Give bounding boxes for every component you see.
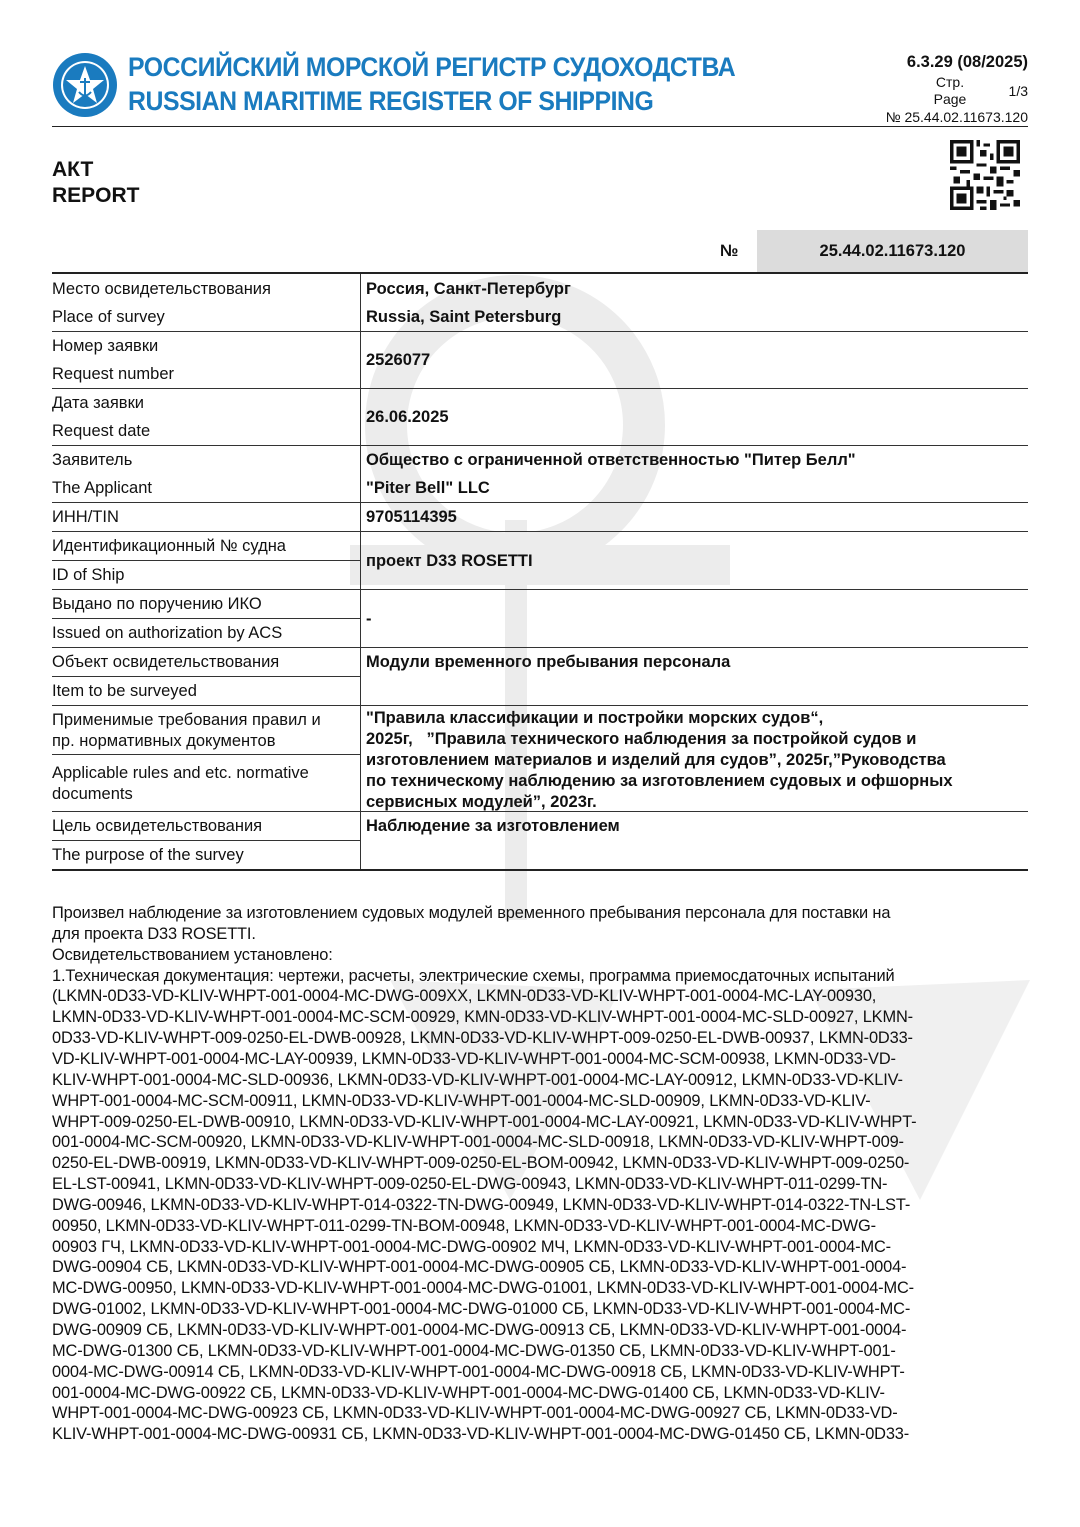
doc-title-en: REPORT bbox=[52, 184, 140, 207]
report-number: 25.44.02.11673.120 bbox=[819, 242, 966, 260]
body-text-line: WHPT-009-0250-EL-DWB-00910, LKMN-0D33-VD-KLIV-WHPT-001-0004-MC-LAY-00921, LKMN-0D33-VD-KLIV-WHPT- bbox=[52, 1112, 917, 1131]
field-label-ru: Выдано по поручению ИКО bbox=[52, 595, 262, 613]
body-text-line: DWG-00909 СБ, LKMN-0D33-VD-KLIV-WHPT-001-0004-MC-DWG-00913 СБ, LKMN-0D33-VD-KLIV-WHPT-001-0004- bbox=[52, 1321, 907, 1339]
body-text-line: Освидетельствованием установлено: bbox=[52, 945, 333, 964]
field-value: - bbox=[366, 610, 372, 628]
body-text-line: (LKMN-0D33-VD-KLIV-WHPT-001-0004-MC-DWG-009XX, LKMN-0D33-VD-KLIV-WHPT-001-0004-MC-LAY-00930, bbox=[52, 987, 877, 1006]
field-label-ru: пр. нормативных документов bbox=[52, 732, 276, 750]
field-label-en: ID of Ship bbox=[52, 566, 125, 584]
doc-title bbox=[52, 157, 140, 209]
body-text-line: KLIV-WHPT-001-0004-MC-SLD-00936, LKMN-0D33-VD-KLIV-WHPT-001-0004-MC-LAY-00912, LKMN-0D33-VD-KLIV- bbox=[52, 1070, 903, 1089]
header-doc-number: № 25.44.02.11673.120 bbox=[885, 109, 1028, 125]
field-issued-on-authorization bbox=[52, 590, 1028, 648]
field-value: Russia, Saint Petersburg bbox=[366, 308, 562, 326]
field-label-en: The purpose of the survey bbox=[52, 846, 244, 864]
field-label-ru: Номер заявки bbox=[52, 337, 159, 355]
body-text-line: MC-DWG-00950, LKMN-0D33-VD-KLIV-WHPT-001-0004-MC-DWG-01001, LKMN-0D33-VD-KLIV-WHPT-001-0004-MC- bbox=[52, 1279, 914, 1298]
field-value: Модули временного пребывания персонала bbox=[366, 653, 731, 671]
field-value: 2025г, ”Правила технического наблюдения за постройкой судов и bbox=[366, 730, 917, 748]
body-text-line: 00903 ГЧ, LKMN-0D33-VD-KLIV-WHPT-001-0004-MC-DWG-00902 МЧ, LKMN-0D33-VD-KLIV-WHPT-001-0004-MC- bbox=[52, 1237, 891, 1256]
field-label-en: documents bbox=[52, 785, 133, 803]
org-name-ru: РОССИЙСКИЙ МОРСКОЙ РЕГИСТР СУДОХОДСТВА bbox=[128, 52, 736, 82]
body-text-line: 0D33-VD-KLIV-WHPT-009-0250-EL-DWB-00928, LKMN-0D33-VD-KLIV-WHPT-009-0250-EL-DWB-00937, LKMN-0D33- bbox=[52, 1029, 913, 1048]
field-place-of-survey bbox=[52, 274, 1028, 332]
field-applicable-rules bbox=[52, 706, 1028, 812]
logo bbox=[52, 52, 118, 118]
body-text-line: MC-DWG-01300 СБ, LKMN-0D33-VD-KLIV-WHPT-001-0004-MC-DWG-01350 СБ, LKMN-0D33-VD-KLIV-WHPT-001- bbox=[52, 1341, 896, 1360]
field-value: "Правила классификации и постройки морских судов“, bbox=[366, 709, 824, 727]
field-value: 2526077 bbox=[366, 351, 431, 369]
field-label-ru: Место освидетельствования bbox=[52, 280, 271, 298]
page-label bbox=[930, 74, 970, 108]
body-text-line: KLIV-WHPT-001-0004-MC-DWG-00931 СБ, LKMN-0D33-VD-KLIV-WHPT-001-0004-MC-DWG-01450 СБ, LKMN-0D33- bbox=[52, 1425, 910, 1444]
field-inn bbox=[52, 503, 1028, 532]
field-value: по техническому наблюдению за изготовлением судовых и офшорных bbox=[366, 772, 953, 790]
header-divider bbox=[52, 126, 1028, 127]
field-label-ru: Объект освидетельствования bbox=[52, 653, 280, 671]
field-request-date bbox=[52, 389, 1028, 446]
field-label-ru: ИНН/TIN bbox=[52, 508, 119, 526]
body-text-line: 001-0004-MC-DWG-00922 СБ, LKMN-0D33-VD-KLIV-WHPT-001-0004-MC-DWG-01400 СБ, LKMN-0D33-VD-KLIV- bbox=[52, 1383, 885, 1402]
body-text-line: 0250-EL-DWB-00919, LKMN-0D33-VD-KLIV-WHPT-009-0250-EL-BOM-00942, LKMN-0D33-VD-KLIV-WHPT-009-0250- bbox=[52, 1154, 910, 1173]
field-label-ru: Применимые требования правил и bbox=[52, 711, 321, 729]
field-value: Общество с ограниченной ответственностью "Питер Белл" bbox=[366, 451, 856, 469]
number-label: № bbox=[720, 242, 739, 260]
body-text-line: 00950, LKMN-0D33-VD-KLIV-WHPT-011-0299-TN-BOM-00948, LKMN-0D33-VD-KLIV-WHPT-001-0004-MC-DWG- bbox=[52, 1216, 876, 1235]
body-text-line: 1.Техническая документация: чертежи, расчеты, электрические схемы, программа приемосдаточных испытаний bbox=[52, 966, 895, 985]
page-label-en: Page bbox=[933, 91, 967, 107]
field-label-en: Item to be surveyed bbox=[52, 682, 197, 700]
field-applicant bbox=[52, 446, 1028, 503]
field-label-ru: Заявитель bbox=[52, 451, 133, 469]
body-text-line: DWG-00904 СБ, LKMN-0D33-VD-KLIV-WHPT-001-0004-MC-DWG-00905 СБ, LKMN-0D33-VD-KLIV-WHPT-001-0004- bbox=[52, 1258, 907, 1277]
field-value: сервисных модулей”, 2023г. bbox=[366, 793, 597, 811]
field-label-en: Request number bbox=[52, 365, 174, 383]
body-text-line: VD-KLIV-WHPT-001-0004-MC-LAY-00939, LKMN-0D33-VD-KLIV-WHPT-001-0004-MC-SCM-00938, LKMN-0D33-VD- bbox=[52, 1049, 896, 1068]
body-text-line: DWG-01002, LKMN-0D33-VD-KLIV-WHPT-001-0004-MC-DWG-01000 СБ, LKMN-0D33-VD-KLIV-WHPT-001-0004-MC- bbox=[52, 1300, 911, 1319]
field-label-ru: Идентификационный № судна bbox=[52, 537, 286, 555]
field-label-en: Place of survey bbox=[52, 308, 165, 326]
page-number: 1/3 bbox=[1008, 83, 1028, 99]
field-value: Наблюдение за изготовлением bbox=[366, 817, 620, 835]
field-value: Россия, Санкт-Петербург bbox=[366, 280, 571, 298]
field-value: проект D33 ROSETTI bbox=[366, 552, 533, 570]
field-label-en: Applicable rules and etc. normative bbox=[52, 764, 309, 782]
body-text-line: для проекта D33 ROSETTI. bbox=[52, 924, 256, 943]
field-label-en: Issued on authorization by ACS bbox=[52, 624, 283, 642]
body-text-line: Произвел наблюдение за изготовлением судовых модулей временного пребывания персонала для поставки на bbox=[52, 904, 891, 922]
body-text-line: EL-LST-00941, LKMN-0D33-VD-KLIV-WHPT-009-0250-EL-DWG-00943, LKMN-0D33-VD-KLIV-WHPT-011-0299-TN- bbox=[52, 1175, 888, 1194]
doc-title-ru: АКТ bbox=[52, 158, 94, 181]
body-text-line: WHPT-001-0004-MC-SCM-00911, LKMN-0D33-VD-KLIV-WHPT-001-0004-MC-SLD-00909, LKMN-0D33-VD-KLIV- bbox=[52, 1091, 871, 1110]
number-box bbox=[757, 230, 1028, 272]
field-value: 9705114395 bbox=[366, 508, 457, 526]
field-label-en: The Applicant bbox=[52, 479, 152, 497]
field-ship-id bbox=[52, 532, 1028, 590]
field-value: 26.06.2025 bbox=[366, 408, 449, 426]
body-text-line: 001-0004-MC-SCM-00920, LKMN-0D33-VD-KLIV-WHPT-001-0004-MC-SLD-00918, LKMN-0D33-VD-KLIV-WHPT-009- bbox=[52, 1133, 904, 1152]
field-purpose bbox=[52, 812, 1028, 871]
field-label-ru: Дата заявки bbox=[52, 394, 144, 412]
field-value: изготовлением материалов и изделий для судов”, 2025г,”Руководства bbox=[366, 751, 946, 769]
body-text-line: LKMN-0D33-VD-KLIV-WHPT-001-0004-MC-SCM-00929, KMN-0D33-VD-KLIV-WHPT-001-0004-MC-SLD-00927, LKMN- bbox=[52, 1008, 913, 1027]
body-text-line: 0004-MC-DWG-00914 СБ, LKMN-0D33-VD-KLIV-WHPT-001-0004-MC-DWG-00918 СБ, LKMN-0D33-VD-KLIV-WHPT- bbox=[52, 1362, 905, 1381]
field-label-ru: Цель освидетельствования bbox=[52, 817, 263, 835]
form-code: 6.3.29 (08/2025) bbox=[906, 53, 1028, 71]
page-label-ru: Стр. bbox=[935, 74, 965, 90]
body-text-line: DWG-00946, LKMN-0D33-VD-KLIV-WHPT-014-0322-TN-DWG-00949, LKMN-0D33-VD-KLIV-WHPT-014-0322-TN-LST- bbox=[52, 1195, 911, 1214]
field-value: "Piter Bell" LLC bbox=[366, 479, 490, 497]
body-text-line: WHPT-001-0004-MC-DWG-00923 СБ, LKMN-0D33-VD-KLIV-WHPT-001-0004-MC-DWG-00927 СБ, LKMN-0D33-VD- bbox=[52, 1404, 898, 1423]
field-item-surveyed bbox=[52, 648, 1028, 706]
field-request-number bbox=[52, 331, 1028, 389]
field-label-en: Request date bbox=[52, 422, 151, 440]
qr-code bbox=[950, 140, 1020, 210]
org-name-en: RUSSIAN MARITIME REGISTER OF SHIPPING bbox=[128, 86, 654, 116]
